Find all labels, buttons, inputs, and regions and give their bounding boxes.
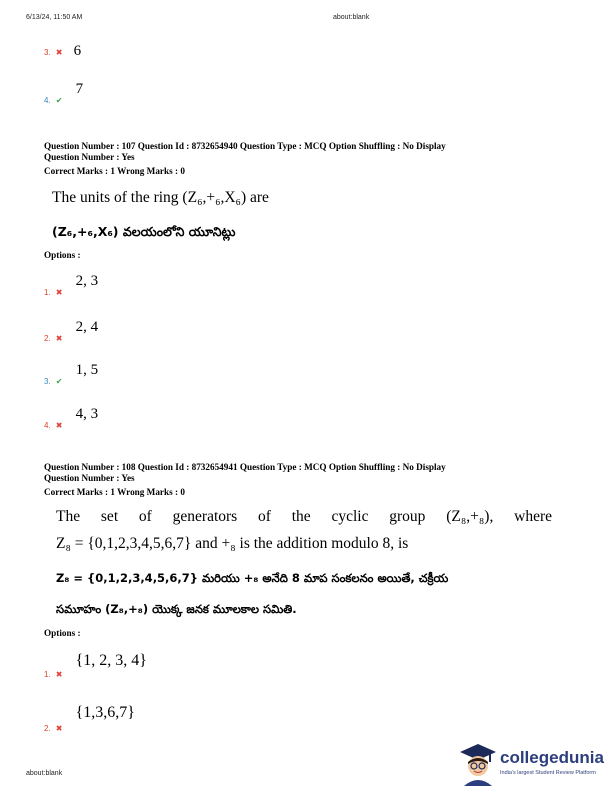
- cross-icon: ✖: [55, 670, 63, 679]
- q108-option-2: [44, 702, 135, 733]
- q107-option-3: [44, 359, 98, 386]
- check-icon: ✔: [55, 377, 63, 386]
- option-number: 4.: [44, 96, 51, 105]
- question-meta-line: Question Number : 108 Question Id : 8732654941 Question Type : MCQ Option Shuffling : No Display: [44, 462, 446, 472]
- logo-tagline: India's largest Student Review Platform: [500, 770, 596, 776]
- option-number: 1.: [44, 288, 51, 297]
- cross-icon: ✖: [55, 48, 63, 57]
- options-label: Options :: [44, 250, 81, 260]
- q107-option-4: [44, 403, 98, 430]
- option-value: {1,3,6,7}: [75, 704, 135, 721]
- option-value: 2, 3: [75, 273, 99, 289]
- option-value: 1, 5: [75, 362, 99, 378]
- check-icon: ✔: [55, 96, 63, 105]
- question-marks: Correct Marks : 1 Wrong Marks : 0: [44, 487, 185, 497]
- question-meta-line: Question Number : 107 Question Id : 8732654940 Question Type : MCQ Option Shuffling : No Display: [44, 141, 446, 151]
- question-marks: Correct Marks : 1 Wrong Marks : 0: [44, 166, 185, 176]
- q108-option-1: [44, 650, 147, 679]
- cross-icon: ✖: [55, 421, 63, 430]
- option-number: 2.: [44, 334, 51, 343]
- question-108-text-en-line1: The set of generators of the cyclic group (Z₈,+₈), where: [56, 508, 552, 525]
- prev-option-4: [44, 78, 83, 105]
- question-107-meta: [44, 141, 584, 177]
- question-107-text-te: (Z₆,+₆,X₆) వలయంలోని యూనిట్లు: [52, 224, 236, 239]
- option-number: 3.: [44, 48, 51, 57]
- question-107-text-en: The units of the ring (Z₆,+₆,X₆) are: [52, 189, 269, 206]
- header-url: about:blank: [333, 14, 370, 21]
- cross-icon: ✖: [55, 334, 63, 343]
- option-number: 3.: [44, 377, 51, 386]
- option-value: 7: [75, 81, 84, 97]
- question-108-text-te-line2: సమూహం (Z₈,+₈) యొక్క జనక మూలకాల సమితి.: [56, 602, 297, 616]
- q107-option-1: [44, 270, 98, 297]
- q107-option-2: [44, 316, 98, 343]
- question-meta-line: Question Number : Yes: [44, 152, 135, 162]
- graduate-mascot-icon: [456, 742, 498, 786]
- option-value: 2, 4: [75, 319, 99, 335]
- prev-option-3: [44, 40, 81, 60]
- header-datetime: 6/13/24, 11:50 AM: [26, 14, 83, 21]
- question-meta-line: Question Number : Yes: [44, 473, 135, 483]
- question-108-text-en-line2: Z₈ = {0,1,2,3,4,5,6,7} and +₈ is the addition modulo 8, is: [56, 535, 409, 552]
- options-label: Options :: [44, 628, 81, 638]
- option-number: 2.: [44, 724, 51, 733]
- cross-icon: ✖: [55, 724, 63, 733]
- option-number: 1.: [44, 670, 51, 679]
- logo-name: collegedunia: [500, 748, 604, 767]
- option-number: 4.: [44, 421, 51, 430]
- cross-icon: ✖: [55, 288, 63, 297]
- option-value: 4, 3: [75, 406, 99, 422]
- question-108-meta: [44, 462, 584, 498]
- collegedunia-logo: [456, 740, 608, 788]
- footer-url: about:blank: [26, 770, 63, 777]
- question-108-text-te-line1: Z₈ = {0,1,2,3,4,5,6,7} మరియు +₈ అనేది 8 మాప సంకలనం అయితే, చక్రీయ: [56, 571, 449, 585]
- option-value: 6: [73, 43, 82, 59]
- option-value: {1, 2, 3, 4}: [75, 652, 147, 669]
